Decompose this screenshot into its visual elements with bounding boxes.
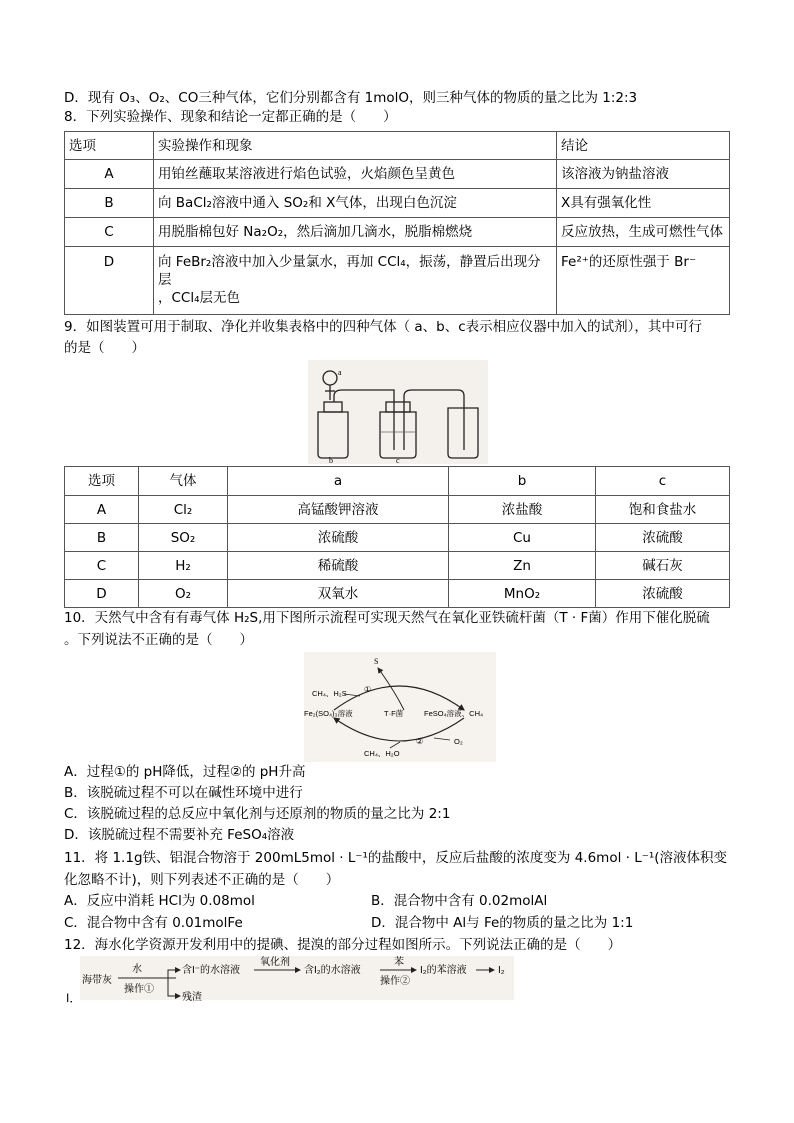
header-conclusion: 结论	[557, 132, 730, 160]
row-operation-line2: ，CCl₄层无色	[158, 290, 241, 306]
q9-stem-line2: 的是（ ）	[64, 340, 145, 356]
cell-b: 浓盐酸	[449, 496, 596, 524]
step-2-label: ②	[416, 737, 424, 746]
cell-c: 浓硫酸	[596, 524, 730, 552]
cell-a: 稀硫酸	[228, 552, 449, 580]
q11-stem-line2: 化忽略不计)，则下列表述不正确的是（ ）	[64, 872, 340, 888]
row-operation: 用铂丝蘸取某溶液进行焰色试验，火焰颜色呈黄色	[154, 160, 557, 189]
cell-gas: O₂	[139, 580, 228, 608]
flow-operation-1: 操作①	[124, 984, 154, 995]
q9-apparatus-figure	[308, 360, 488, 464]
table-row	[65, 218, 730, 247]
cell-option: A	[65, 496, 139, 524]
q10-option-c: C．该脱硫过程的总反应中氧化剂与还原剂的物质的量之比为 2:1	[64, 806, 451, 822]
header-a: a	[228, 467, 449, 496]
input-o2: O₂	[454, 737, 463, 746]
row-option: C	[65, 218, 154, 247]
table-row	[65, 524, 730, 552]
q10-option-a: A．过程①的 pH降低，过程②的 pH升高	[64, 764, 306, 780]
q7-option-d: D．现有 O₃、O₂、CO三种气体，它们分别都含有 1molO，则三种气体的物质的量之比为 1:2:3	[64, 90, 638, 106]
cell-b: MnO₂	[449, 580, 596, 608]
cell-gas: SO₂	[139, 524, 228, 552]
q8-table	[64, 131, 730, 315]
cell-a: 高锰酸钾溶液	[228, 496, 449, 524]
cell-gas: Cl₂	[139, 496, 228, 524]
flow-iodide-solution: 含I⁻的水溶液	[182, 965, 241, 976]
q12-stem: 12．海水化学资源开发利用中的提碘、提溴的部分过程如图所示。下列说法正确的是（ ）	[64, 937, 622, 953]
table-row	[65, 496, 730, 524]
flow-iodine-benzene: I₂的苯溶液	[420, 965, 467, 976]
flow-residue: 残渣	[182, 992, 202, 1003]
table-row	[65, 189, 730, 218]
q10-stem-line1: 10．天然气中含有有毒气体 H₂S,用下图所示流程可实现天然气在氧化亚铁硫杆菌（T · F菌）作用下催化脱硫	[64, 610, 710, 626]
row-option: B	[65, 189, 154, 218]
cell-b: Cu	[449, 524, 596, 552]
flow-end-iodine: I₂	[498, 965, 505, 976]
row-conclusion: Fe²⁺的还原性强于 Br⁻	[557, 247, 730, 315]
cell-c: 碱石灰	[596, 552, 730, 580]
row-operation: 用脱脂棉包好 Na₂O₂，然后滴加几滴水，脱脂棉燃烧	[154, 218, 557, 247]
header-option: 选项	[65, 467, 139, 496]
q10-desulfurization-cycle-figure	[304, 652, 496, 762]
flow-operation-2: 操作②	[380, 976, 410, 987]
input-ch4-h2s: CH₄、H₂S	[312, 689, 347, 698]
table-header-row	[65, 132, 730, 160]
row-option: D	[65, 247, 154, 315]
feso4-solution-ch4: FeSO₄溶液、CH₄	[424, 709, 484, 718]
row-operation-line1: 向 FeBr₂溶液中加入少量氯水，再加 CCl₄，振荡，静置后出现分层	[158, 254, 541, 288]
row-conclusion: X具有强氧化性	[557, 189, 730, 218]
step-1-label: ①	[364, 685, 372, 694]
flow-start-seaweed-ash: 海带灰	[82, 975, 112, 986]
table-header-row	[65, 467, 730, 496]
row-conclusion: 反应放热，生成可燃性气体	[557, 218, 730, 247]
q12-iodine-flow-figure	[64, 956, 514, 1004]
tf-bacteria: T·F菌	[384, 709, 404, 718]
cell-c: 浓硫酸	[596, 580, 730, 608]
label-a: a	[338, 368, 342, 377]
cell-gas: H₂	[139, 552, 228, 580]
header-c: c	[596, 467, 730, 496]
cell-b: Zn	[449, 552, 596, 580]
label-b: b	[329, 456, 333, 464]
header-b: b	[449, 467, 596, 496]
flow-reagent-water: 水	[132, 964, 142, 975]
table-row	[65, 160, 730, 189]
table-row	[65, 552, 730, 580]
q8-stem: 8．下列实验操作、现象和结论一定都正确的是（ ）	[64, 109, 397, 125]
header-gas: 气体	[139, 467, 228, 496]
q10-option-b: B．该脱硫过程不可以在碱性环境中进行	[64, 785, 303, 801]
cell-option: B	[65, 524, 139, 552]
fe2so43-solution: Fe₂(SO₄)₃溶液	[304, 709, 353, 718]
cell-option: D	[65, 580, 139, 608]
q9-stem-line1: 9．如图装置可用于制取、净化并收集表格中的四种气体（ a、b、c表示相应仪器中加入的试剂），其中可行	[64, 319, 702, 335]
q9-table	[64, 466, 730, 608]
q11-option-a: A．反应中消耗 HCl为 0.08mol	[64, 893, 255, 909]
output-ch4-h2o: CH₄、H₂O	[364, 749, 400, 758]
header-option: 选项	[65, 132, 154, 160]
q11-option-b: B．混合物中含有 0.02molAl	[371, 893, 548, 909]
flow-roman-label: I．	[66, 991, 82, 1004]
table-row	[65, 580, 730, 608]
header-operation: 实验操作和现象	[154, 132, 557, 160]
table-row	[65, 247, 730, 315]
q10-option-d: D．该脱硫过程不需要补充 FeSO₄溶液	[64, 827, 295, 843]
row-operation: 向 BaCl₂溶液中通入 SO₂和 X气体，出现白色沉淀	[154, 189, 557, 218]
q11-options-row1	[64, 891, 744, 911]
cell-option: C	[65, 552, 139, 580]
flow-reagent-benzene: 苯	[394, 957, 404, 968]
q11-stem-line1: 11．将 1.1g铁、铝混合物溶于 200mL5mol · L⁻¹的盐酸中，反应后盐酸的浓度变为 4.6mol · L⁻¹(溶液体积变	[64, 850, 728, 866]
row-conclusion: 该溶液为钠盐溶液	[557, 160, 730, 189]
flow-iodine-aqueous: 含I₂的水溶液	[304, 965, 361, 976]
row-operation	[154, 247, 557, 315]
cell-a: 双氧水	[228, 580, 449, 608]
row-option: A	[65, 160, 154, 189]
cell-c: 饱和食盐水	[596, 496, 730, 524]
q11-option-d: D．混合物中 Al与 Fe的物质的量之比为 1:1	[371, 915, 634, 931]
cell-a: 浓硫酸	[228, 524, 449, 552]
q11-option-c: C．混合物中含有 0.01molFe	[64, 915, 243, 931]
product-s: S	[374, 657, 379, 666]
label-c: c	[396, 456, 400, 464]
q10-stem-line2: 。下列说法不正确的是（ ）	[64, 632, 253, 648]
q11-options-row2	[64, 913, 744, 933]
flow-reagent-oxidant: 氧化剂	[260, 957, 290, 968]
